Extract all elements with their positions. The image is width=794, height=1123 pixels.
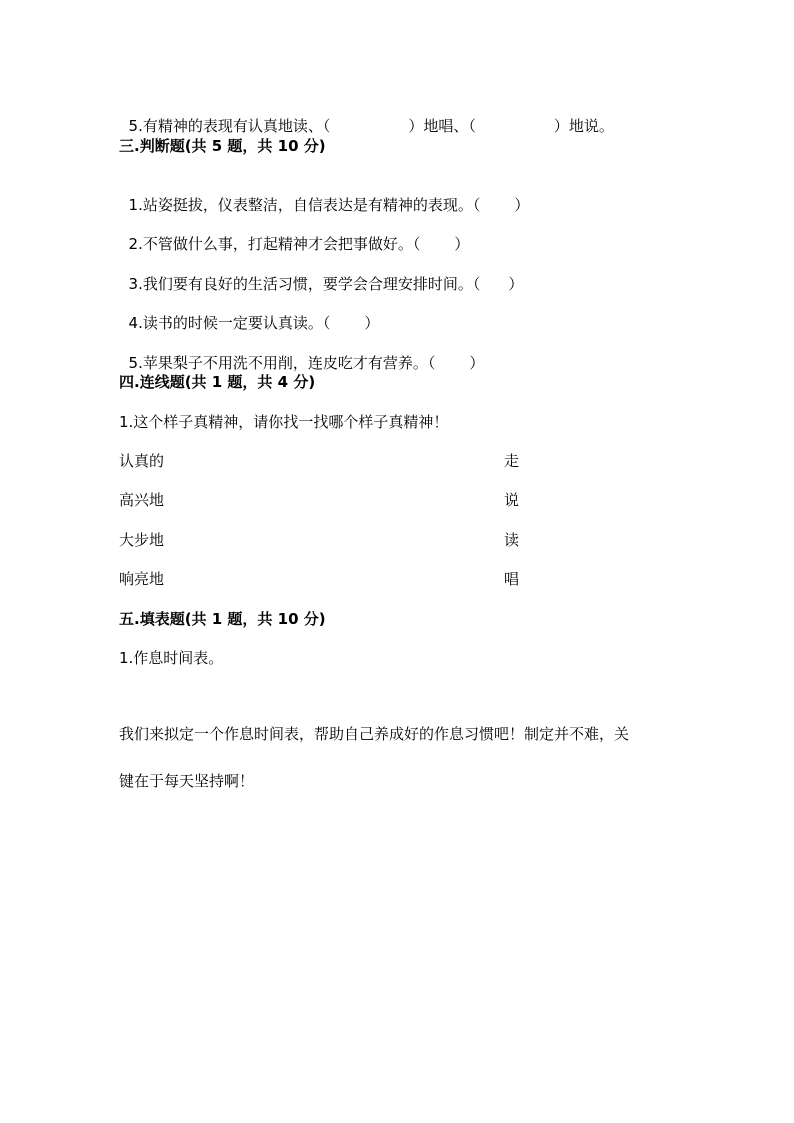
matching-left-item[interactable]: 高兴地: [119, 491, 165, 509]
matching-question: 1.这个样子真精神，请你找一找哪个样子真精神！: [119, 413, 449, 431]
matching-left-item[interactable]: 大步地: [119, 531, 165, 549]
matching-left-item[interactable]: 响亮地: [119, 570, 165, 588]
section-heading-table: 五.填表题(共 1 题，共 10 分): [119, 610, 326, 628]
matching-right-item[interactable]: 唱: [504, 570, 520, 588]
q5-prefix: 5.有精神的表现有认真地读、（: [128, 117, 331, 135]
item-close: ）: [454, 235, 470, 253]
section-heading-matching: 四.连线题(共 1 题，共 4 分): [119, 373, 316, 391]
item-text: 5.苹果梨子不用洗不用削，连皮吃才有营养。（: [128, 354, 436, 372]
q5-suffix: ）地说。: [553, 117, 614, 135]
table-question: 1.作息时间表。: [119, 649, 224, 667]
item-text: 2.不管做什么事，打起精神才会把事做好。（: [128, 235, 421, 253]
instruction-paragraph-line-1: 我们来拟定一个作息时间表，帮助自己养成好的作息习惯吧！制定并不难，关: [119, 725, 630, 743]
matching-left-item[interactable]: 认真的: [119, 452, 165, 470]
instruction-paragraph-line-2: 键在于每天坚持啊！: [119, 772, 255, 790]
true-false-item: [119, 254, 523, 294]
item-close: ）: [364, 314, 380, 332]
true-false-item: [119, 293, 379, 333]
item-text: 3.我们要有良好的生活习惯，要学会合理安排时间。（: [128, 275, 481, 293]
matching-right-item[interactable]: 走: [504, 452, 520, 470]
item-text: 4.读书的时候一定要认真读。（: [128, 314, 331, 332]
item-close: ）: [508, 275, 524, 293]
true-false-item: [119, 333, 484, 373]
true-false-item: [119, 175, 529, 215]
q5-mid: ）地唱、（: [408, 117, 476, 135]
matching-right-item[interactable]: 说: [504, 491, 520, 509]
item-text: 1.站姿挺拔，仪表整洁，自信表达是有精神的表现。（: [128, 196, 481, 214]
fill-blank-question-5: [119, 96, 614, 136]
true-false-item: [119, 214, 469, 254]
section-heading-true-false: 三.判断题(共 5 题，共 10 分): [119, 137, 326, 155]
item-close: ）: [514, 196, 530, 214]
item-close: ）: [469, 354, 485, 372]
matching-right-item[interactable]: 读: [504, 531, 520, 549]
